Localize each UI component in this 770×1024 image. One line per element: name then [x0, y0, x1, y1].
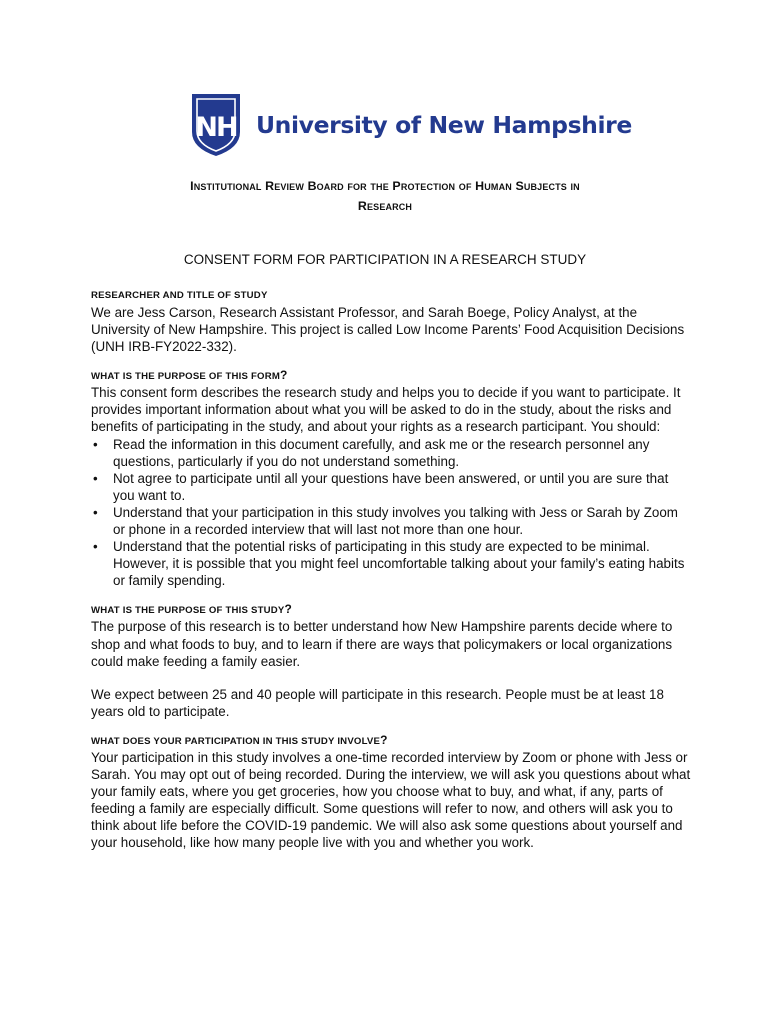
list-item: [91, 436, 691, 470]
bullet-text: Read the information in this document carefully, and ask me or the research personnel any questions, particularly if you do not understand something.: [113, 436, 650, 469]
list-item: [91, 504, 691, 538]
participation-heading-mark: ?: [380, 732, 388, 747]
irb-header: [96, 176, 674, 216]
bullet-text: Understand that the potential risks of participating in this study are expected to be minimal. However, it is possible that you might feel uncomfortable talking about your family’s eating habits or family spending.: [113, 539, 685, 589]
researcher-text: We are Jess Carson, Research Assistant Professor, and Sarah Boege, Policy Analyst, at the University of New Hampshire. This project is called Low Income Parents’ Food Acquisition Decisions (UNH IRB-FY2022-332).: [91, 305, 685, 355]
form-purpose-heading-text: WHAT IS THE PURPOSE OF THIS FORM: [91, 371, 281, 383]
form-purpose-bullets: [91, 436, 691, 590]
study-purpose-heading-mark: ?: [284, 602, 293, 617]
form-title: CONSENT FORM FOR PARTICIPATION IN A RESEARCH STUDY: [183, 252, 587, 267]
study-purpose-heading-text: WHAT IS THE PURPOSE OF THIS STUDY: [91, 605, 285, 617]
participation-text: Your participation in this study involves a one-time recorded interview by Zoom or phone with Jess or Sarah. You may opt out of being recorded. During the interview, we will ask you questions about what your family eats, where you get groceries, how you choose what to buy, and what, if any, parts of feeding a family are especially difficult. Some questions will refer to now, and others will ask you to think about life before the COVID-19 pandemic. We will also ask some questions about yourself and your household, like how many people live with you and whether you work.: [91, 749, 691, 851]
irb-header-line1: Institutional Review Board for the Protection of Human Subjects in: [190, 179, 580, 193]
bullet-icon: •: [93, 539, 98, 555]
bullet-text: Not agree to participate until all your questions have been answered, or until you are sure that you want to.: [113, 470, 669, 503]
bullet-icon: •: [93, 504, 98, 520]
study-purpose-text-2: We expect between 25 and 40 people will participate in this research. People must be at least 18 years old to participate.: [91, 686, 664, 719]
study-purpose-text: The purpose of this research is to better understand how New Hampshire parents decide where to shop and what foods to buy, and to learn if there are ways that policymakers or local organizations could make feeding a family easier.: [91, 619, 673, 669]
form-content: [91, 289, 691, 851]
unh-logo: [190, 92, 632, 158]
bullet-icon: •: [93, 436, 98, 452]
unh-shield-icon: [190, 92, 242, 158]
list-item: [91, 470, 691, 504]
study-purpose-heading: [91, 602, 691, 618]
university-name: University of New Hampshire: [256, 111, 632, 139]
form-purpose-heading-mark: ?: [280, 368, 288, 383]
researcher-heading-text: RESEARCHER AND TITLE OF STUDY: [91, 290, 268, 301]
bullet-icon: •: [93, 470, 98, 486]
researcher-heading: [91, 289, 691, 303]
participation-heading-text: WHAT DOES YOUR PARTICIPATION IN THIS STUDY INVOLVE: [91, 735, 381, 747]
list-item: [91, 538, 691, 589]
form-purpose-text: This consent form describes the research study and helps you to decide if you want to participate. It provides important information about what you will be asked to do in the study, about the risks and benefits of participating in the study, and about your rights as a research participant. You should:: [91, 385, 681, 435]
participation-heading: [91, 733, 691, 749]
form-purpose-heading: [91, 368, 691, 384]
logo-monogram: NH: [195, 112, 237, 143]
bullet-text: Understand that your participation in this study involves you talking with Jess or Sarah by Zoom or phone in a recorded interview that will last not more than one hour.: [113, 504, 678, 538]
irb-header-line2: Research: [357, 199, 413, 213]
